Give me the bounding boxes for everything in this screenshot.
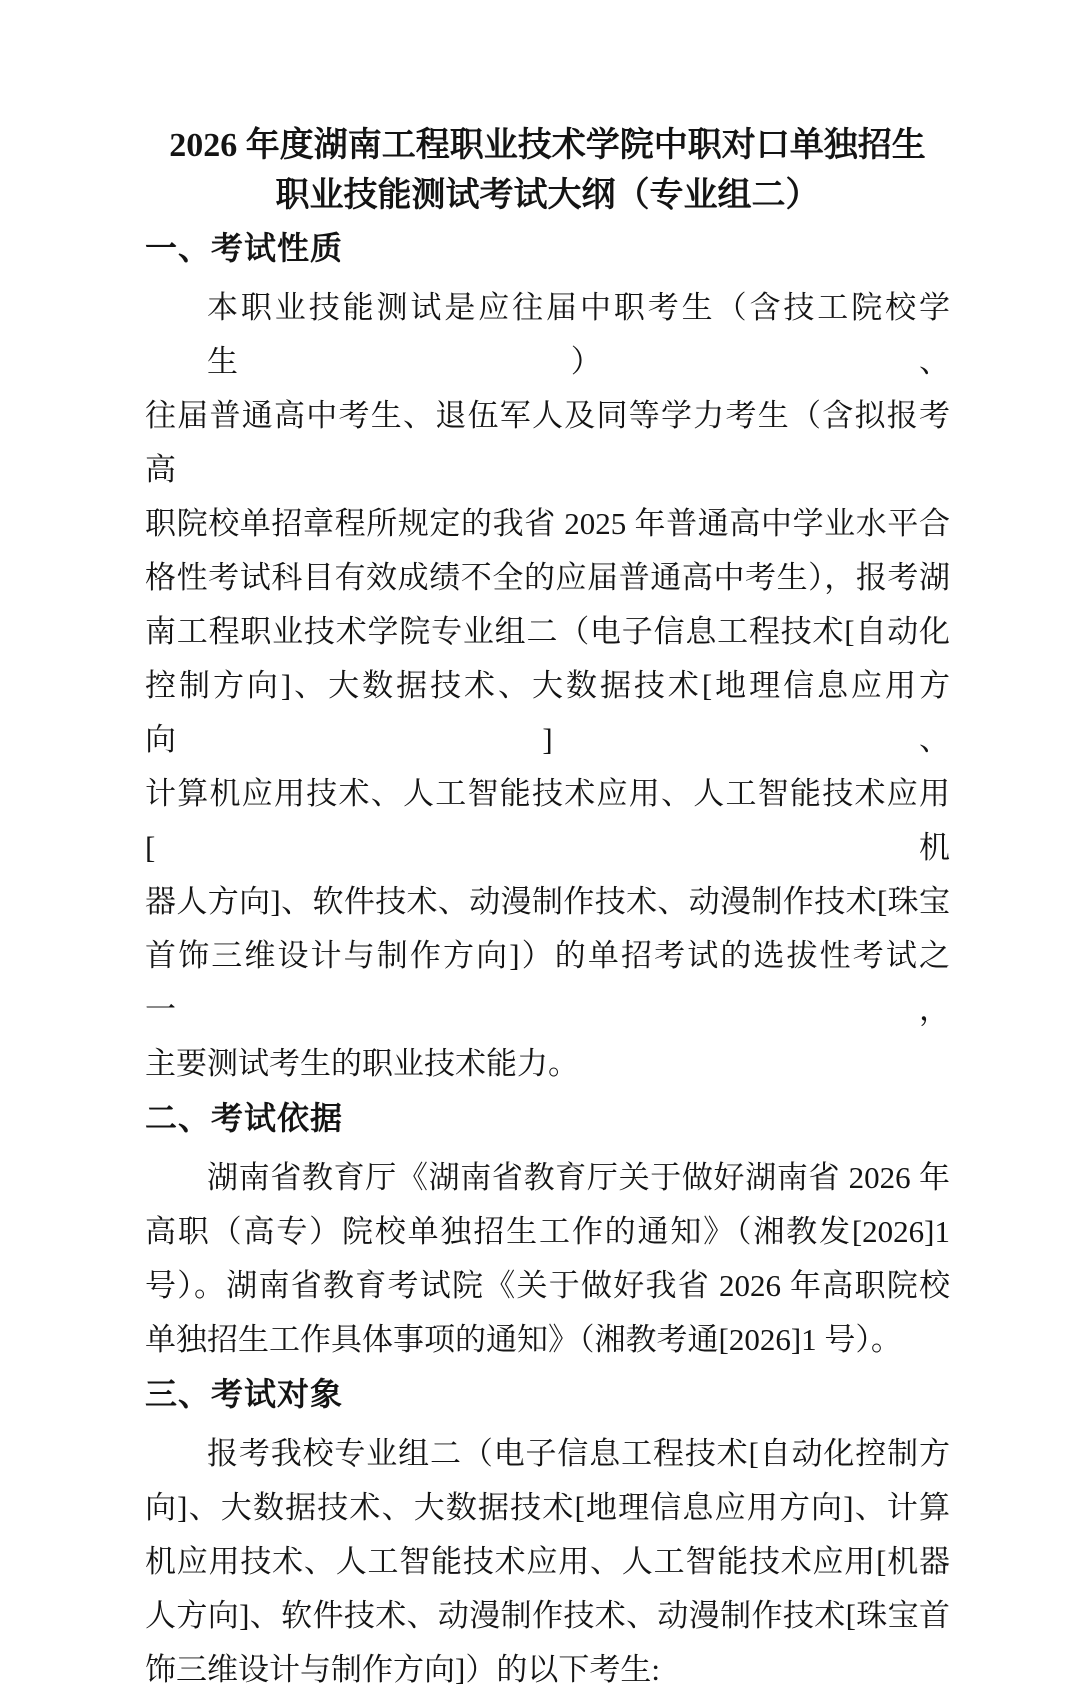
text-line: 报考我校专业组二（电子信息工程技术[自动化控制方 [207, 1436, 950, 1471]
section-heading-2: 二、考试依据 [145, 1100, 344, 1136]
text-line: 主要测试考生的职业技术能力。 [145, 1046, 579, 1081]
section-3-paragraph [145, 1427, 950, 1697]
title-line-1: 2026 年度湖南工程职业技术学院中职对口单独招生 [169, 127, 926, 164]
text-line: 本职业技能测试是应往届中职考生（含技工院校学生）、 [207, 290, 950, 379]
text-line: 控制方向]、大数据技术、大数据技术[地理信息应用方向]、 [145, 668, 950, 757]
title-line-2: 职业技能测试考试大纲（专业组二） [275, 177, 820, 214]
text-line: 南工程职业技术学院专业组二（电子信息工程技术[自动化 [145, 614, 950, 649]
text-line: 高职（高专）院校单独招生工作的通知》（湘教发[2026]1 [145, 1214, 950, 1249]
section-2-paragraph [145, 1151, 950, 1367]
text-line: 向]、大数据技术、大数据技术[地理信息应用方向]、计算 [145, 1490, 950, 1525]
text-line: 湖南省教育厅《湖南省教育厅关于做好湖南省 2026 年 [207, 1160, 950, 1195]
text-line: 单独招生工作具体事项的通知》（湘教考通[2026]1 号）。 [145, 1322, 902, 1357]
text-line: 号）。湖南省教育考试院《关于做好我省 2026 年高职院校 [145, 1268, 950, 1303]
section-1-paragraph [145, 281, 950, 1091]
section-heading-1: 一、考试性质 [145, 230, 344, 266]
section-heading-3: 三、考试对象 [145, 1376, 344, 1412]
text-line: 首饰三维设计与制作方向]）的单招考试的选拔性考试之一， [145, 938, 950, 1027]
text-line: 职院校单招章程所规定的我省 2025 年普通高中学业水平合 [145, 506, 950, 541]
text-line: 器人方向]、软件技术、动漫制作技术、动漫制作技术[珠宝 [145, 884, 950, 919]
text-line: 机应用技术、人工智能技术应用、人工智能技术应用[机器 [145, 1544, 950, 1579]
document-title [145, 121, 950, 221]
text-line: 饰三维设计与制作方向]）的以下考生: [145, 1652, 660, 1687]
text-line: 格性考试科目有效成绩不全的应届普通高中考生），报考湖 [145, 560, 950, 595]
text-line: 计算机应用技术、人工智能技术应用、人工智能技术应用[机 [145, 776, 950, 865]
text-line: 往届普通高中考生、退伍军人及同等学力考生（含拟报考高 [145, 398, 950, 487]
text-line: 人方向]、软件技术、动漫制作技术、动漫制作技术[珠宝首 [145, 1598, 950, 1633]
